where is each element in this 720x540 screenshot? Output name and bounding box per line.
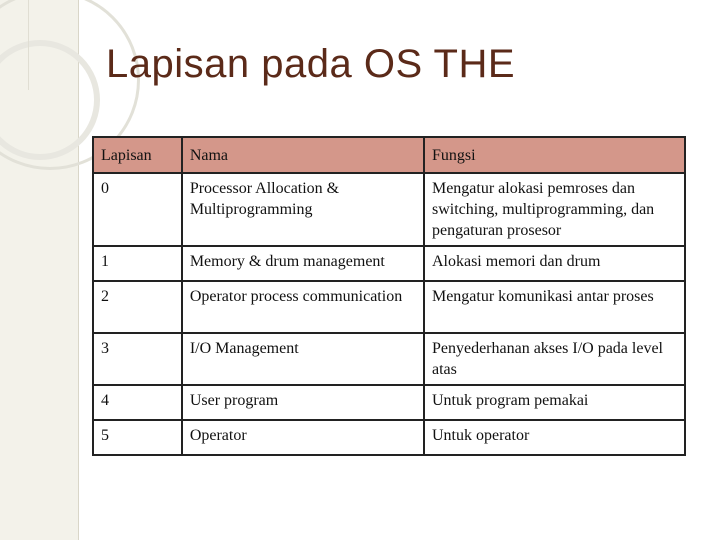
header-fungsi: Fungsi — [424, 137, 685, 173]
cell-lapisan: 0 — [93, 173, 182, 246]
table-row — [93, 385, 685, 420]
table-row — [93, 420, 685, 455]
layers-table — [92, 136, 686, 456]
slide-title: Lapisan pada OS THE — [106, 42, 516, 86]
cell-nama: Operator — [182, 420, 424, 455]
header-nama: Nama — [182, 137, 424, 173]
cell-fungsi: Untuk program pemakai — [424, 385, 685, 420]
cell-nama: Operator process communication — [182, 281, 424, 333]
cell-nama: I/O Management — [182, 333, 424, 385]
table-row — [93, 281, 685, 333]
cell-lapisan: 3 — [93, 333, 182, 385]
table-row — [93, 246, 685, 281]
decorative-line — [28, 0, 29, 90]
header-lapisan: Lapisan — [93, 137, 182, 173]
cell-nama: Processor Allocation & Multiprogramming — [182, 173, 424, 246]
table-row — [93, 173, 685, 246]
cell-fungsi: Untuk operator — [424, 420, 685, 455]
cell-nama: Memory & drum management — [182, 246, 424, 281]
cell-lapisan: 5 — [93, 420, 182, 455]
cell-fungsi: Penyederhanan akses I/O pada level atas — [424, 333, 685, 385]
cell-lapisan: 2 — [93, 281, 182, 333]
cell-fungsi: Mengatur alokasi pemroses dan switching, multiprogramming, dan pengaturan prosesor — [424, 173, 685, 246]
cell-lapisan: 1 — [93, 246, 182, 281]
table-header-row — [93, 137, 685, 173]
cell-fungsi: Mengatur komunikasi antar proses — [424, 281, 685, 333]
cell-fungsi: Alokasi memori dan drum — [424, 246, 685, 281]
cell-nama: User program — [182, 385, 424, 420]
cell-lapisan: 4 — [93, 385, 182, 420]
decorative-side-band — [0, 0, 79, 540]
table-row — [93, 333, 685, 385]
